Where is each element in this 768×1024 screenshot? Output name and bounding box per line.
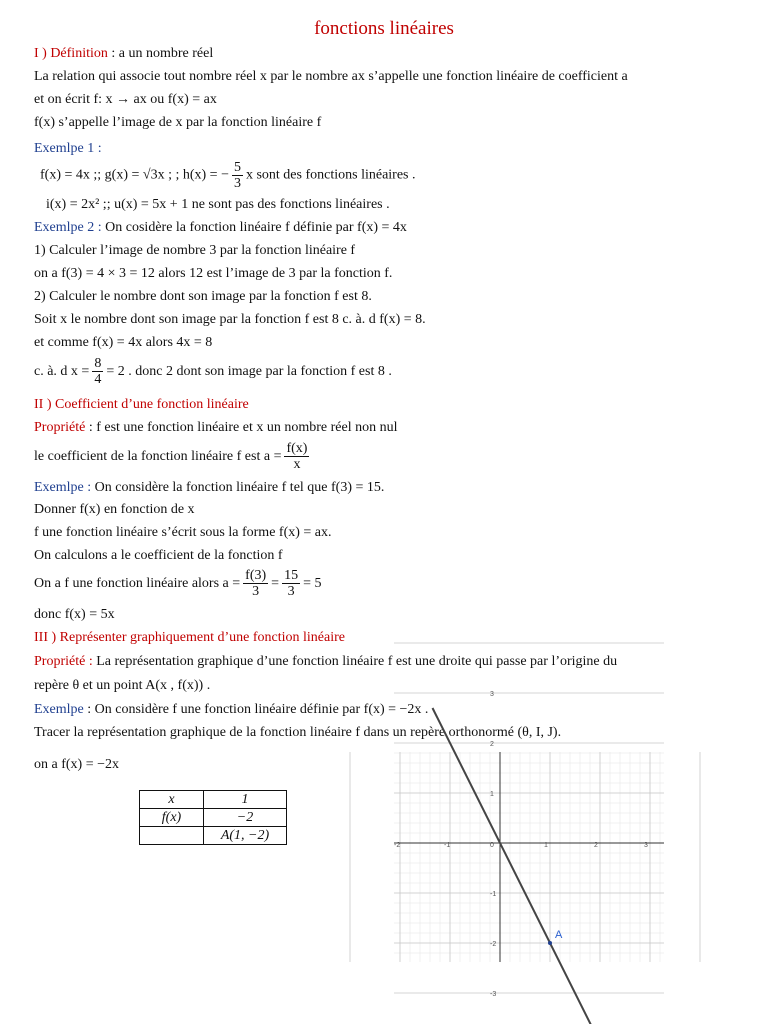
example-1-functions: f(x) = 4x ;; g(x) = √3x ; ; h(x) = − — [40, 167, 229, 183]
section-2-heading: II ) Coefficient d’une fonction linéaire — [34, 397, 249, 412]
coefficient-formula-line: le coefficient de la fonction linéaire f est a = $\frac{f(x)}{x}$ — [34, 441, 308, 473]
coefficient-fraction: $\frac{f(x)}{x}$ — [286, 441, 308, 473]
example-2-label: Exemlpe 2 : — [34, 220, 102, 235]
trace-instruction: Tracer la représentation graphique de la fonction linéaire f dans un repère orthonormé (θ, I, J). — [34, 725, 562, 740]
property-3-line: Propriété : La représentation graphique d’une fonction linéaire f est une droite qui passe par l’origine du — [34, 654, 618, 669]
example-3-line: Exemlpe : On considère la fonction linéaire f tel que f(3) = 15. — [34, 480, 385, 495]
y-tick-label: -2 — [490, 941, 497, 948]
point-a — [548, 941, 552, 945]
example-3-line-2: f une fonction linéaire s’écrit sous la forme f(x) = ax. — [34, 525, 332, 540]
question-2-line-a: Soit x le nombre dont son image par la fonction f est 8 c. à. d f(x) = 8. — [34, 312, 426, 327]
question-1-answer: on a f(3) = 4 × 3 = 12 alors 12 est l’image de 3 par la fonction f. — [34, 266, 393, 281]
section-1-heading: I ) Définition — [34, 46, 108, 61]
property-2-label: Propriété — [34, 420, 86, 435]
x-tick-label: 0 — [490, 842, 494, 849]
x-tick-label: 1 — [544, 842, 548, 849]
example-4-line: Exemlpe : On considère f une fonction linéaire définie par f(x) = −2x . — [34, 702, 429, 717]
graph-grid — [350, 643, 700, 993]
y-tick-label: -1 — [490, 891, 497, 898]
example-1-line-2: i(x) = 2x² ;; u(x) = 5x + 1 ne sont pas des fonctions linéaires . — [46, 197, 390, 212]
example-1-label: Exemlpe 1 : — [34, 141, 102, 156]
point-a-label: A — [555, 929, 563, 941]
x-tick-label: -2 — [394, 842, 401, 849]
question-2-line-c: c. à. d x = $\frac{8}{4}$ = 2 . donc 2 dont son image par la fonction f est 8 . — [34, 356, 392, 388]
question-2-fraction: $\frac{8}{4}$ — [94, 356, 102, 388]
values-table — [139, 790, 287, 845]
example-3-label: Exemlpe : — [34, 480, 92, 495]
example-1-line-1 — [40, 160, 416, 191]
table-row — [140, 809, 287, 827]
section-1-heading-line — [34, 45, 213, 63]
table-cell: 1 — [204, 791, 287, 809]
y-tick-label: 1 — [490, 791, 494, 798]
question-2: 2) Calculer le nombre dont son image par la fonction f est 8. — [34, 289, 372, 304]
example-3-line-1: Donner f(x) en fonction de x — [34, 502, 195, 517]
table-cell: −2 — [204, 809, 287, 827]
question-2-line-b: et comme f(x) = 4x alors 4x = 8 — [34, 335, 213, 350]
example-3-line-3: On calculons a le coefficient de la fonction f — [34, 548, 283, 563]
on-a-line: on a f(x) = −2x — [34, 757, 119, 772]
example-1-conclusion: x sont des fonctions linéaires . — [245, 167, 416, 183]
y-tick-label: -3 — [490, 991, 497, 998]
x-tick-label: 3 — [644, 842, 648, 849]
example-3-fraction-1: $\frac{f(3)}{3}$ — [245, 568, 267, 600]
linear-function-graph — [394, 691, 664, 998]
table-cell: A(1, −2) — [204, 827, 287, 845]
section-3-heading: III ) Représenter graphiquement d’une fonction linéaire — [34, 630, 345, 645]
example-1-fraction: $\frac{5}{3}$ — [233, 160, 241, 191]
x-tick-label: 2 — [594, 842, 598, 849]
graph-axes — [394, 752, 664, 962]
question-1: 1) Calculer l’image de nombre 3 par la fonction linéaire f — [34, 243, 356, 258]
function-line — [433, 708, 621, 1024]
example-4-label: Exemlpe — [34, 702, 84, 717]
table-cell: x — [140, 791, 204, 809]
definition-line-1: La relation qui associe tout nombre réel x par le nombre ax s’appelle une fonction linéaire de coefficient a — [34, 69, 628, 84]
table-row — [140, 791, 287, 809]
y-tick-label: 2 — [490, 741, 494, 748]
example-2-statement: On cosidère la fonction linéaire f définie par f(x) = 4x — [101, 220, 407, 235]
page-title: fonctions linéaires — [314, 18, 454, 39]
table-cell — [140, 827, 204, 845]
property-3-label: Propriété : — [34, 654, 93, 669]
example-3-fraction-2: $\frac{15}{3}$ — [284, 568, 299, 600]
y-tick-label: 3 — [490, 691, 494, 698]
definition-line-2: et on écrit f: x → ax ou f(x) = ax — [34, 92, 217, 107]
property-2-line: Propriété : f est une fonction linéaire et x un nombre réel non nul — [34, 420, 398, 435]
definition-line-3: f(x) s’appelle l’image de x par la fonction linéaire f — [34, 115, 322, 130]
example-3-line-5: donc f(x) = 5x — [34, 607, 115, 622]
table-row — [140, 827, 287, 845]
example-2-line — [34, 219, 407, 237]
example-3-line-4: On a f une fonction linéaire alors a = $\frac{f(3)}{3}$ = $\frac{15}{3}$ = 5 — [34, 568, 322, 600]
x-tick-label: -1 — [444, 842, 451, 849]
property-3-line-2: repère θ et un point A(x , f(x)) . — [34, 678, 211, 693]
section-1-heading-rest: : a un nombre réel — [107, 46, 214, 61]
table-cell: f(x) — [140, 809, 204, 827]
